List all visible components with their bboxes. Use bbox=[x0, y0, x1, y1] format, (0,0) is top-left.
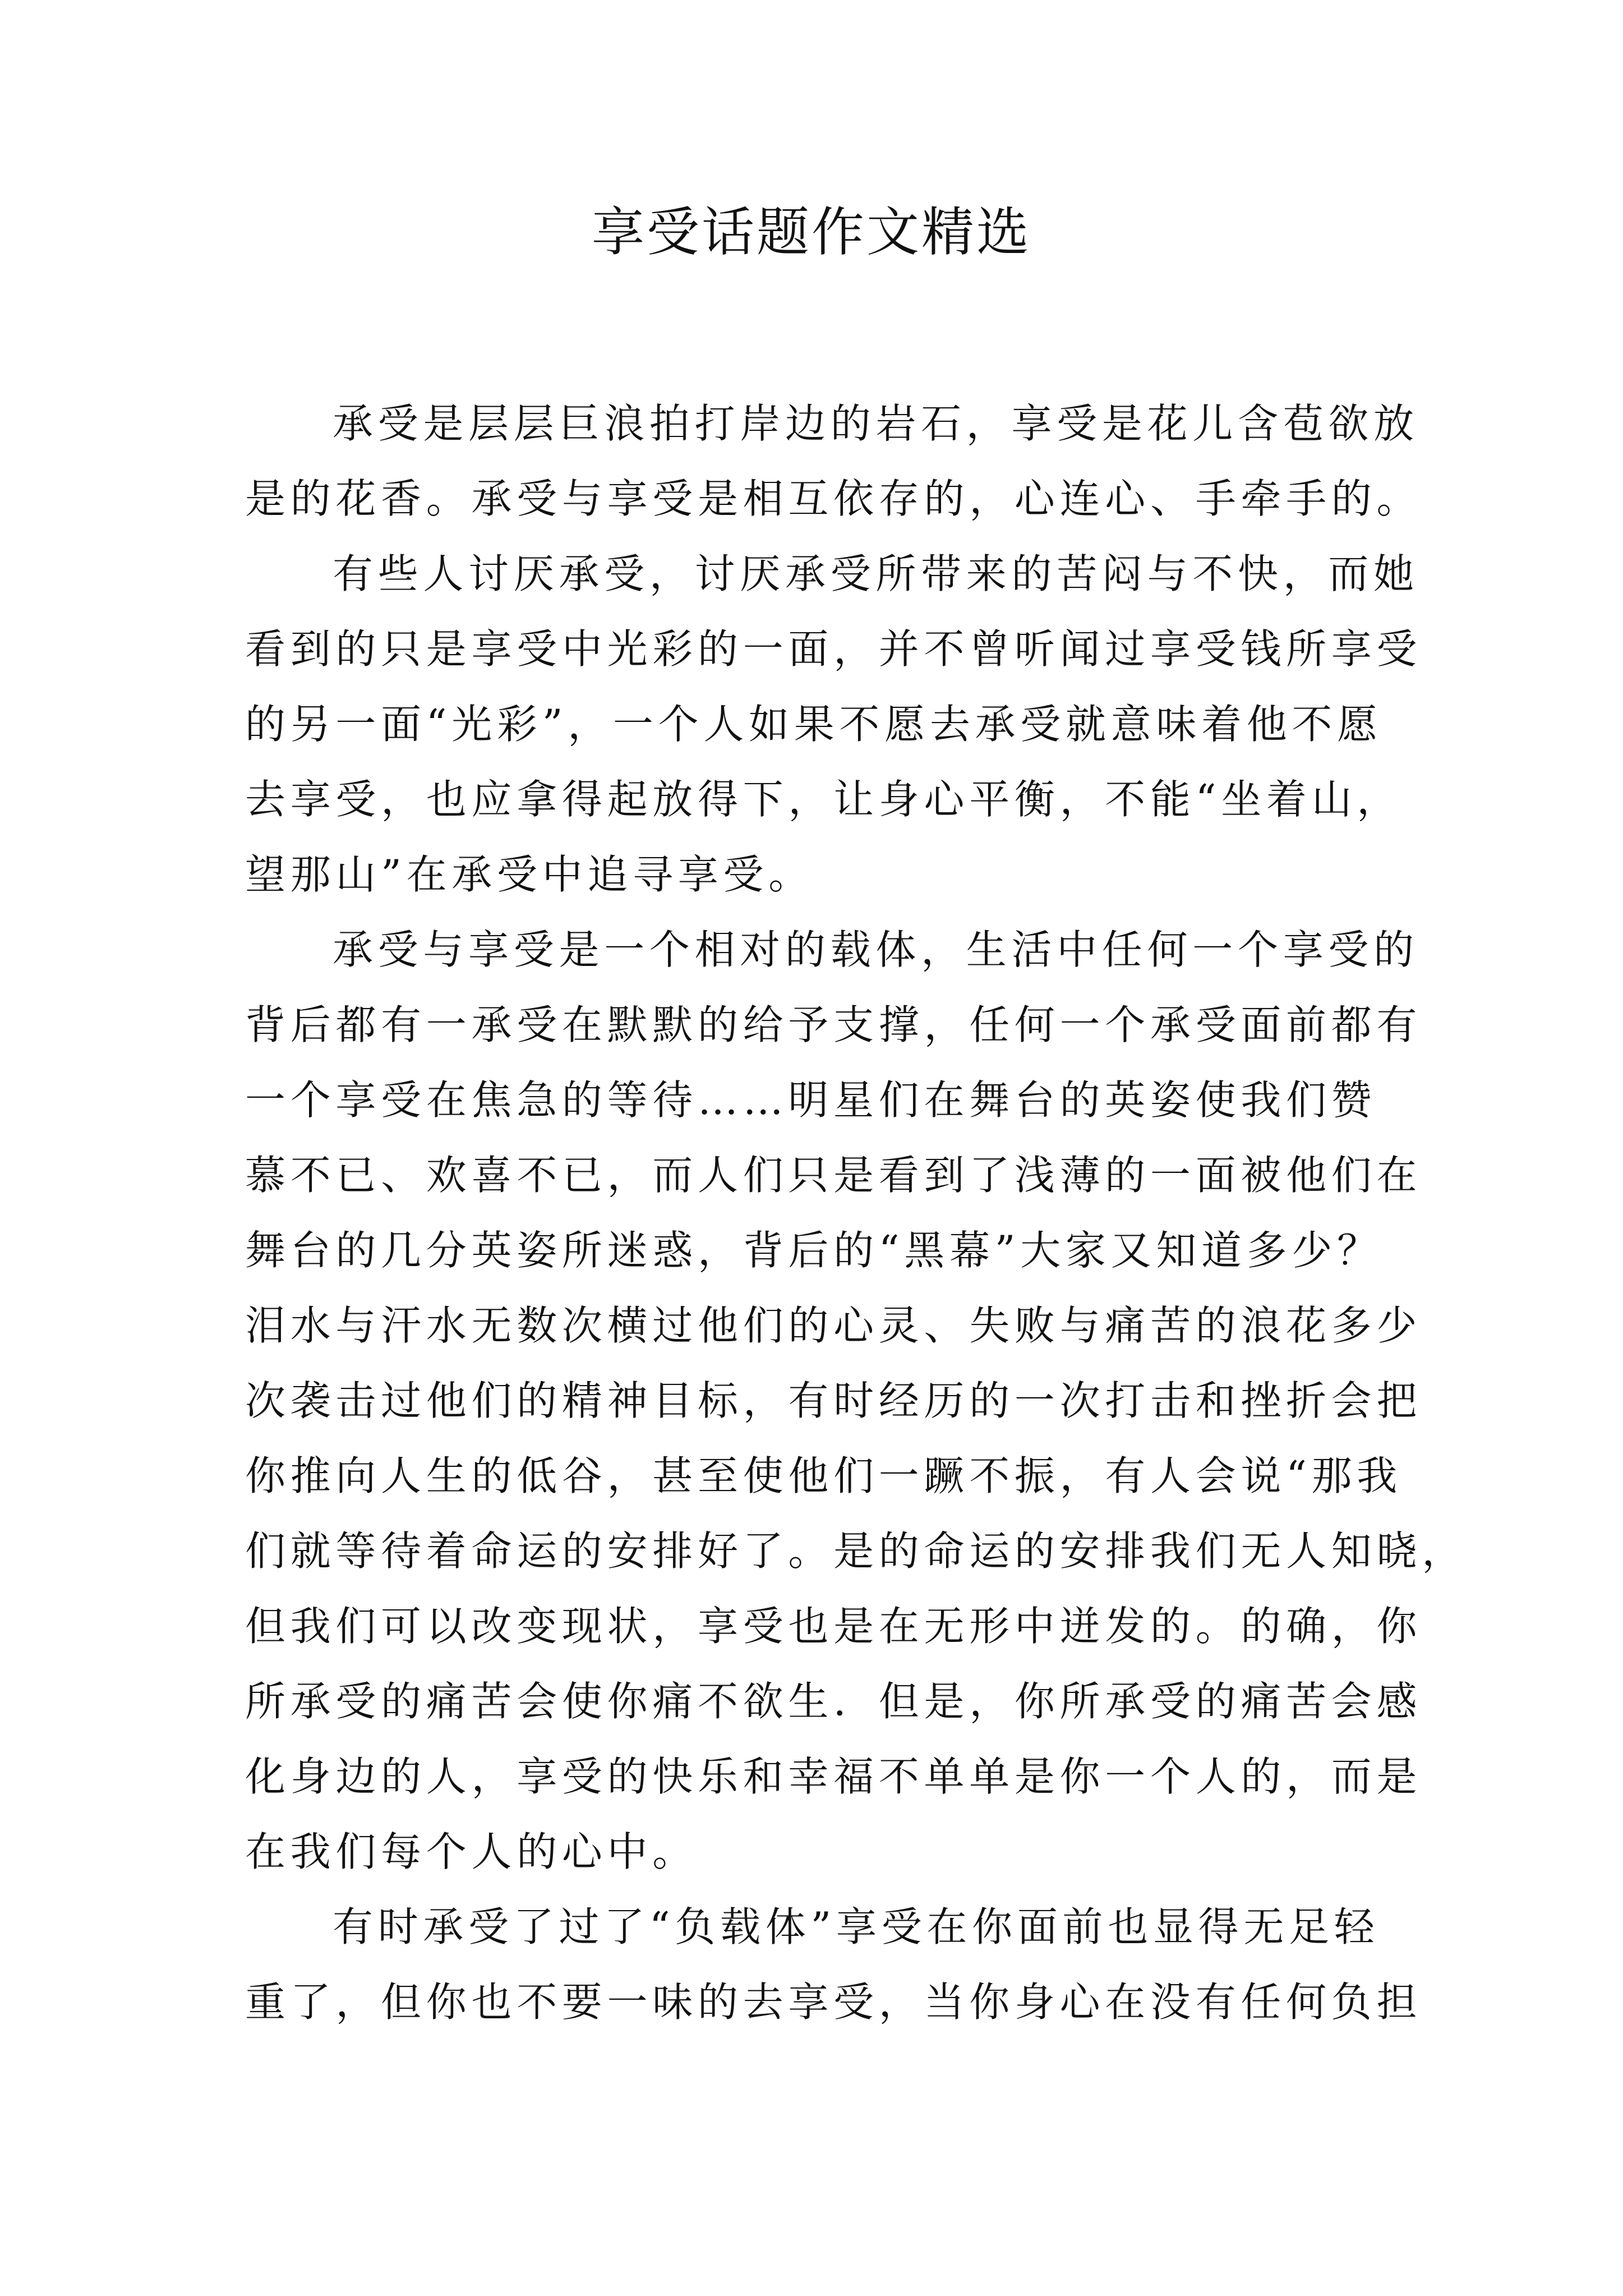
document-body bbox=[245, 386, 1467, 2040]
paragraph-4-line-2: 重了，但你也不要一味的去享受，当你身心在没有任何负担 bbox=[245, 1978, 1422, 2026]
paragraph-3-line-2: 背后都有一承受在默默的给予支撑，任何一个承受面前都有 bbox=[245, 1001, 1422, 1048]
paragraph-3-line-4: 慕不已、欢喜不已，而人们只是看到了浅薄的一面被他们在 bbox=[245, 1152, 1422, 1199]
paragraph-2-line-2: 看到的只是享受中光彩的一面，并不曾听闻过享受钱所享受 bbox=[245, 625, 1422, 673]
paragraph-3-line-8: 你推向人生的低谷，甚至使他们一蹶不振，有人会说“那我 bbox=[245, 1452, 1403, 1499]
paragraph-1-line-1: 承受是层层巨浪拍打岸边的岩石，享受是花儿含苞欲放 bbox=[333, 400, 1419, 447]
paragraph-3-line-12: 化身边的人，享受的快乐和幸福不单单是你一个人的，而是 bbox=[245, 1753, 1422, 1800]
paragraph-1-line-2: 是的花香。承受与享受是相互依存的，心连心、手牵手的。 bbox=[245, 475, 1422, 522]
paragraph-3-line-5: 舞台的几分英姿所迷惑，背后的“黑幕”大家又知道多少？ bbox=[245, 1227, 1382, 1274]
document-title: 享受话题作文精选 bbox=[591, 202, 1031, 263]
paragraph-3-line-9: 们就等待着命运的安排好了。是的命运的安排我们无人知晓， bbox=[245, 1527, 1467, 1575]
paragraph-3-line-7: 次袭击过他们的精神目标，有时经历的一次打击和挫折会把 bbox=[245, 1377, 1422, 1424]
paragraph-3-line-13: 在我们每个人的心中。 bbox=[245, 1828, 698, 1875]
paragraph-3-line-3: 一个享受在焦急的等待……明星们在舞台的英姿使我们赞 bbox=[245, 1076, 1377, 1124]
paragraph-4-line-1: 有时承受了过了“负载体”享受在你面前也显得无足轻 bbox=[333, 1903, 1380, 1950]
paragraph-3-line-6: 泪水与汗水无数次横过他们的心灵、失败与痛苦的浪花多少 bbox=[245, 1302, 1422, 1349]
paragraph-2-line-1: 有些人讨厌承受，讨厌承受所带来的苦闷与不快，而她 bbox=[333, 550, 1419, 597]
paragraph-3-line-1: 承受与享受是一个相对的载体，生活中任何一个享受的 bbox=[333, 926, 1419, 973]
paragraph-3-line-10: 但我们可以改变现状，享受也是在无形中迸发的。的确，你 bbox=[245, 1603, 1422, 1650]
paragraph-2-line-3: 的另一面“光彩”，一个人如果不愿去承受就意味着他不愿 bbox=[245, 701, 1382, 748]
paragraph-2-line-4: 去享受，也应拿得起放得下，让身心平衡，不能“坐着山， bbox=[245, 776, 1403, 823]
paragraph-3-line-11: 所承受的痛苦会使你痛不欲生．但是，你所承受的痛苦会感 bbox=[245, 1678, 1422, 1725]
paragraph-2-line-5: 望那山”在承受中追寻享受。 bbox=[245, 851, 814, 898]
